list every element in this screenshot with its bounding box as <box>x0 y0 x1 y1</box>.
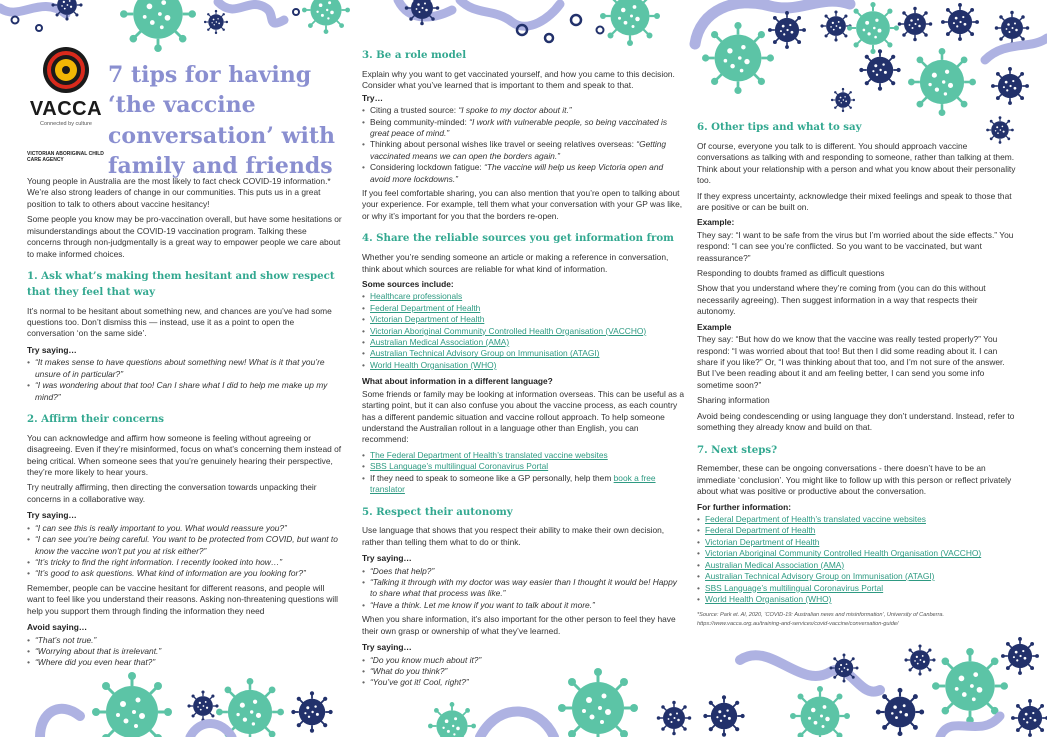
further-link-atagi[interactable]: • Australian Technical Advisory Group on Immunisation (ATAGI) <box>697 571 1017 582</box>
tip5-try-list <box>362 566 684 612</box>
tip3-body-2: If you feel comfortable sharing, you can also mention that you’re open to talking about your experience. For example, tell them what your conversation with your GP was like, or why it’s important for you that the borders re-open. <box>362 188 683 221</box>
tip2-try-label: Try saying… <box>27 510 77 521</box>
list-item: • “You’ve got it! Cool, right?” <box>362 677 684 688</box>
translated-websites-link[interactable]: • The Federal Department of Health’s translated vaccine websites <box>362 450 684 461</box>
list-item: • “Talking it through with my doctor was way easier than I thought it would be! Happy to share what that process was like.” <box>362 577 684 600</box>
tip4-sources-label: Some sources include: <box>362 278 454 289</box>
tip7-further-label: For further information: <box>697 501 791 512</box>
source-link-ama[interactable]: • Australian Medical Association (AMA) <box>362 337 684 348</box>
list-item: • “That’s not true.” <box>27 635 342 646</box>
list-item: • “Worrying about that is irrelevant.” <box>27 646 342 657</box>
further-link-vaccho[interactable]: • Victorian Aboriginal Community Controlled Health Organisation (VACCHO) <box>697 548 1017 559</box>
page-title: 7 tips for having ‘the vaccine conversation’ with family and friends <box>108 62 336 180</box>
list-item: • “I can see this is really important to you. What would reassure you?” <box>27 523 342 534</box>
tip1-body: It’s normal to be hesitant about something new, and chances are you’ve had some questions too. Don’t dismiss this — instead, use it as a point to open the conversation ‘on the same side’. <box>27 305 332 339</box>
list-item: • “I was wondering about that too! Can I share what I did to help me make up my mind?” <box>27 380 342 403</box>
tip2-body-1: You can acknowledge and affirm how someone is feeling without agreeing or disagreeing. Even if they’re misinformed, focus on what’s concerning them instead of being critical. When someone sees that you’re genuinely hearing their perspective, they’re more likely to hear yours. <box>27 432 342 478</box>
tip4-sources-list <box>362 291 684 371</box>
source-link-federal-health[interactable]: • Federal Department of Health <box>362 303 684 314</box>
tip6-example-2: They say: “But how do we know that the vaccine was really tested properly?” You respond: “I was worried about that too! But then I did some reading about it. I can share if you like?” Or, “I was thinking about that too, and I’m not sure of the answer. But I’ve been reading about it and am feeling better, I can send you some info sometime soon?” <box>697 334 1005 390</box>
tip6-example-label: Example: <box>697 217 735 228</box>
tip4-language-list <box>362 450 684 496</box>
tip5-body-2: When you share information, it’s also important for the other person to feel they have their own grasp or ownership of what they’ve learned. <box>362 614 676 636</box>
list-item: • “It’s good to ask questions. What kind of information are you looking for?” <box>27 568 342 579</box>
tip6-body-2: If they express uncertainty, acknowledge their mixed feelings and speak to those that are positive or can be built on. <box>697 190 1012 212</box>
list-item: • “What do you think?” <box>362 666 684 677</box>
list-item: • “Do you know much about it?” <box>362 655 684 666</box>
further-link-who[interactable]: • World Health Organisation (WHO) <box>697 594 1017 605</box>
further-link-sbs[interactable]: • SBS Language’s multilingual Coronavirus Portal <box>697 583 1017 594</box>
tip5-try2-list <box>362 655 684 689</box>
tip7-heading: 7. Next steps? <box>697 443 778 456</box>
list-item: • “Where did you even hear that?” <box>27 657 342 668</box>
source-link-victorian-health[interactable]: • Victorian Department of Health <box>362 314 684 325</box>
list-item: • “Have a think. Let me know if you want to talk about it more.” <box>362 600 684 611</box>
list-item: • “I can see you’re being careful. You want to be protected from COVID, but want to know the vaccine won’t put you at risk either?” <box>27 534 342 557</box>
tip1-heading: 1. Ask what’s making them hesitant and show respect that they feel that way <box>27 269 335 298</box>
tip6-example2-label: Example <box>697 321 732 332</box>
further-link-translated[interactable]: • Federal Department of Health’s translated vaccine websites <box>697 514 1017 525</box>
logo-tagline: Connected by culture <box>40 121 92 128</box>
vacca-logo <box>27 47 105 163</box>
tip5-try2-label: Try saying… <box>362 642 412 653</box>
source-link-who[interactable]: • World Health Organisation (WHO) <box>362 360 684 371</box>
tip7-links-list <box>697 514 1017 605</box>
tip1-try-list <box>27 357 342 403</box>
tip2-body-3: Remember, people can be vaccine hesitant for different reasons, and people will want to feel like you understand their reasons. Asking non-threatening questions will help you support them through finding the information they need <box>27 582 338 616</box>
list-item: • If they need to speak to someone like a GP personally, help them book a free translator <box>362 473 684 496</box>
tip4-heading: 4. Share the reliable sources you get information from <box>362 232 674 245</box>
source-link-atagi[interactable]: • Australian Technical Advisory Group on Immunisation (ATAGI) <box>362 348 684 359</box>
book-translator-link[interactable]: book a free translator <box>370 472 656 495</box>
tip3-try-label: Try… <box>362 92 383 103</box>
further-link-victorian-health[interactable]: • Victorian Department of Health <box>697 537 1017 548</box>
intro-paragraph-1: Young people in Australia are the most likely to fact check COVID-19 information.* We’re also strong leaders of change in our communities. This puts us in a great position to talk to others about vaccine hesitancy! <box>27 176 331 209</box>
tip4-language-label: What about information in a different language? <box>362 376 553 387</box>
tip1-try-label: Try saying… <box>27 344 77 355</box>
tip2-heading: 2. Affirm their concerns <box>27 412 164 425</box>
further-link-federal-health[interactable]: • Federal Department of Health <box>697 525 1017 536</box>
list-item: • Citing a trusted source: “I spoke to my doctor about it.” <box>362 105 684 116</box>
tip5-body: Use language that shows that you respect their ability to make their own decision, rather than telling them what to do or think. <box>362 525 665 547</box>
tip7-body: Remember, these can be ongoing conversations - there doesn’t have to be an immediate ‘conclusion’. You might like to follow up with this person or reflect privately about what was positive or productive about the conversation. <box>697 463 1012 497</box>
tip3-try-list <box>362 105 684 185</box>
tip6-example-1: They say: “I want to be safe from the virus but I’m worried about the side effects.” You respond: “I can see you’re conflicted. So you want to be vaccinated, but want reassurance?” <box>697 229 1014 263</box>
source-link-healthcare[interactable]: • Healthcare professionals <box>362 291 684 302</box>
tip4-language-body: Some friends or family may be looking at information overseas. This can be useful as a starting point, but it can also confuse you about the vaccine process, as each country has a different pandemic situation and vaccine rollout approach. To help someone understand the Australian rollout in a language other than English, you can recommend: <box>362 388 684 445</box>
logo-name: VACCA <box>29 98 103 120</box>
list-item: • Considering lockdown fatigue: “The vaccine will help us keep Victoria open and avoid more lockdowns.” <box>362 162 684 185</box>
tip6-doubts-heading: Responding to doubts framed as difficult questions <box>697 268 885 279</box>
column-1 <box>27 176 342 672</box>
list-item: • “It makes sense to have questions about something new! What is it that you’re unsure of in particular?” <box>27 357 342 380</box>
intro-paragraph-2: Some people you know may be pro-vaccination overall, but have some hesitations or misunderstandings about the COVID-19 vaccination program. Talking these concerns through non-judgmentally is a great way to empower people we care about to make informed choices. <box>27 214 342 259</box>
source-link-vaccho[interactable]: • Victorian Aboriginal Community Controlled Health Organisation (VACCHO) <box>362 326 684 337</box>
tip6-sharing-heading: Sharing information <box>697 395 770 406</box>
tip6-sharing-body: Avoid being condescending or using language they don’t understand. Instead, refer to something they already know and build on that. <box>697 410 1015 433</box>
source-footnote: *Source: Park et. Al, 2020, ‘COVID-19: Australian news and misinformation’, University of Canberra. https://www.vacca.org.au/training-and-services/covid-vaccine/conversation-guide/ <box>697 612 945 627</box>
tip6-doubts-body: Show that you understand where they’re coming from (you can do this without necessarily agreeing). Then suggest information in a way that respects their autonomy. <box>697 283 986 317</box>
logo-agency: VICTORIAN ABORIGINAL CHILD CARE AGENCY <box>27 150 104 163</box>
sbs-portal-link[interactable]: • SBS Language’s multilingual Coronavirus Portal <box>362 461 684 472</box>
tip2-avoid-list <box>27 635 342 669</box>
tip5-try-label: Try saying… <box>362 553 412 564</box>
tip2-try-list <box>27 523 342 580</box>
list-item: • Thinking about personal wishes like travel or seeing relatives overseas: “Getting vaccinated means we can open the borders again.” <box>362 139 684 162</box>
column-3 <box>697 120 1017 628</box>
column-2 <box>362 48 684 692</box>
list-item: • Being community-minded: “I work with vulnerable people, so being vaccinated is great peace of mind.” <box>362 117 684 140</box>
tip2-body-2: Try neutrally affirming, then directing the conversation towards unpacking their concerns in a collaborative way. <box>27 482 317 504</box>
tip6-body-1: Of course, everyone you talk to is different. You should approach vaccine conversations as talking with and responding to someone, rather than talking at them. Think about your relationship with a person and what you know about their personality too. <box>697 140 1016 186</box>
tip3-heading: 3. Be a role model <box>362 49 467 61</box>
tip5-heading: 5. Respect their autonomy <box>362 505 513 518</box>
tip3-body: Explain why you want to get vaccinated yourself, and how you came to this decision. Consider what you’ve learned that is important to them and speak to that. <box>362 68 675 91</box>
tip4-body: Whether you’re sending someone an article or making a reference in conversation, think about which sources are reliable for what kind of information. <box>362 252 669 274</box>
tip2-avoid-label: Avoid saying… <box>27 622 88 633</box>
further-link-ama[interactable]: • Australian Medical Association (AMA) <box>697 560 1017 571</box>
list-item: • “It’s tricky to find the right information. I recently looked into how…” <box>27 557 342 568</box>
vacca-emblem-icon <box>43 47 89 93</box>
tip6-heading: 6. Other tips and what to say <box>697 121 862 133</box>
list-item: • “Does that help?” <box>362 566 684 577</box>
